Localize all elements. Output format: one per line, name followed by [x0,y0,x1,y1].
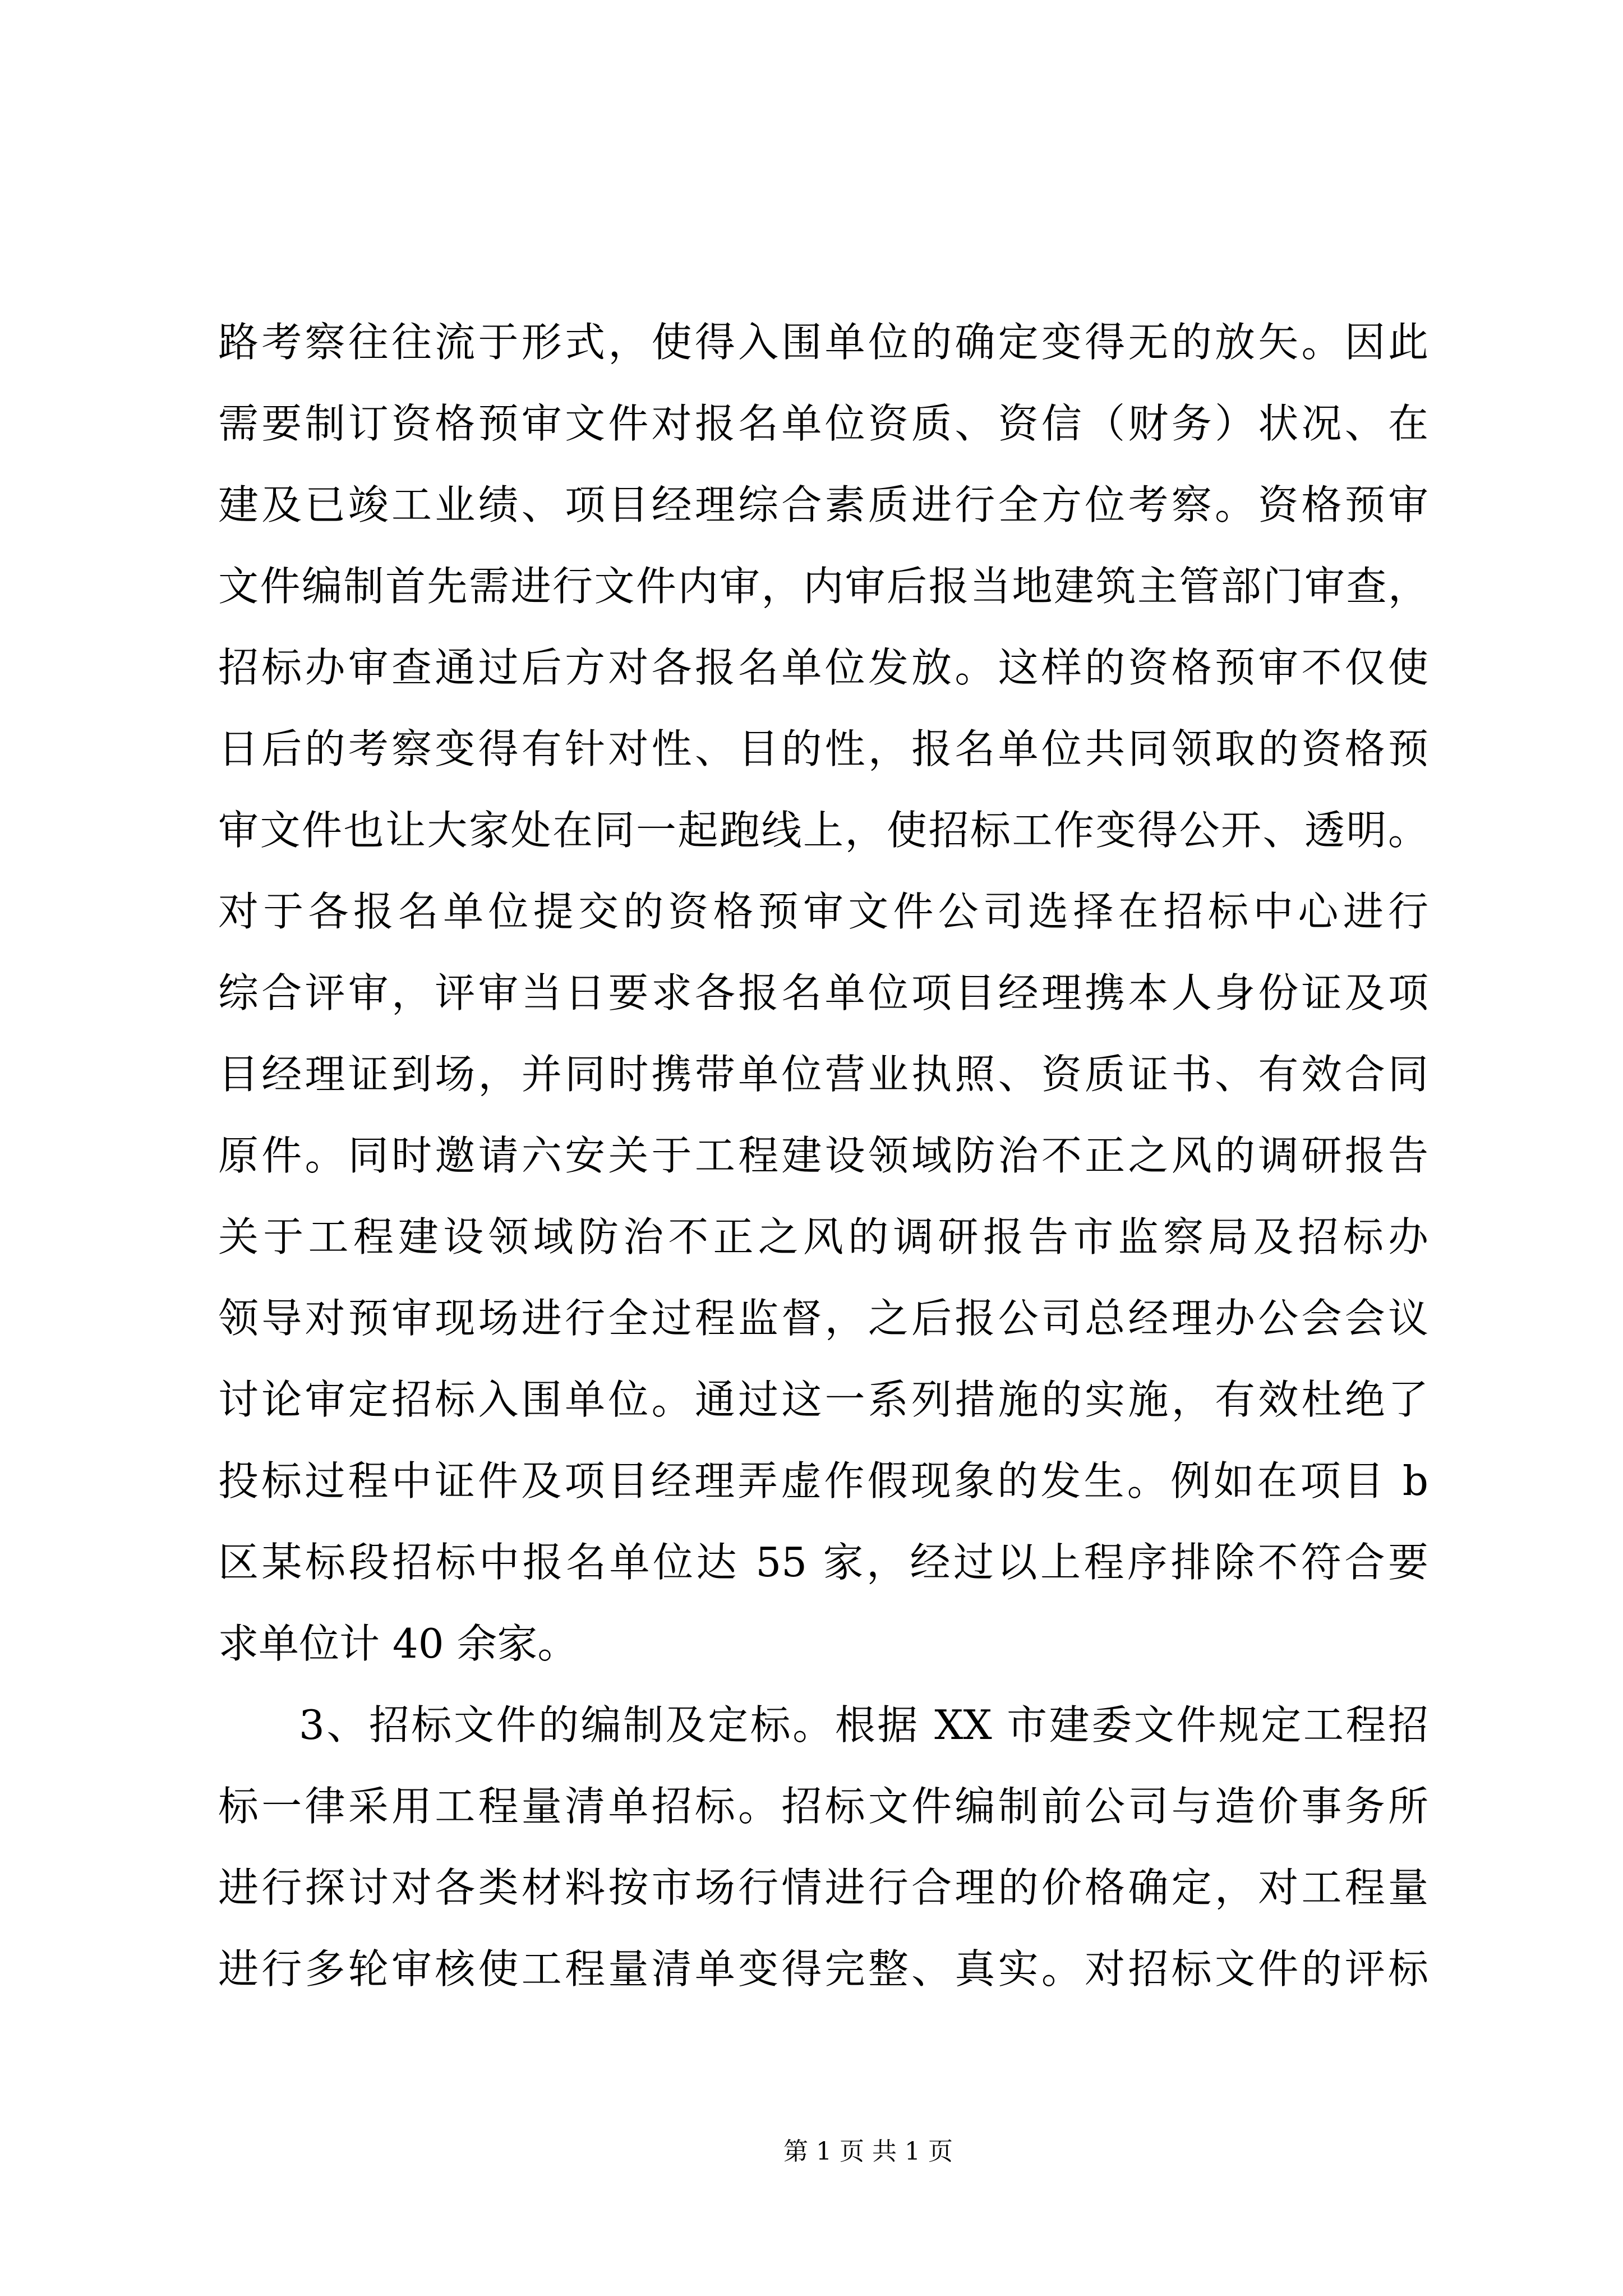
page-footer [664,2101,1057,2166]
text-line: 进行多轮审核使工程量清单变得完整、真实。对招标文件的评标 [218,1945,1428,1993]
text-line: 讨论审定招标入围单位。通过这一系列措施的实施，有效杜绝了 [218,1376,1428,1423]
text-line: 综合评审，评审当日要求各报名单位项目经理携本人身份证及项 [218,969,1428,1016]
page-number-label: 第 1 页 共 1 页 [783,2137,953,2166]
text-line: 3、招标文件的编制及定标。根据 XX 市建委文件规定工程招 [299,1701,1428,1749]
text-line: 关于工程建设领域防治不正之风的调研报告市监察局及招标办 [218,1213,1428,1260]
text-line: 路考察往往流于形式，使得入围单位的确定变得无的放矢。因此 [218,319,1428,366]
text-line: 招标办审查通过后方对各报名单位发放。这样的资格预审不仅使 [218,644,1428,691]
paragraph-qualification-review [218,302,1428,1685]
paragraph-tender-documents [218,1685,1428,2010]
text-line: 建及已竣工业绩、项目经理综合素质进行全方位考察。资格预审 [218,481,1428,528]
text-line: 需要制订资格预审文件对报名单位资质、资信（财务）状况、在 [218,400,1428,447]
text-line: 领导对预审现场进行全过程监督，之后报公司总经理办公会会议 [218,1295,1428,1342]
text-line: 文件编制首先需进行文件内审，内审后报当地建筑主管部门审查， [218,563,1428,610]
text-line: 对于各报名单位提交的资格预审文件公司选择在招标中心进行 [218,888,1428,935]
text-line: 求单位计 40 余家。 [218,1620,578,1667]
text-line: 标一律采用工程量清单招标。招标文件编制前公司与造价事务所 [218,1783,1428,1830]
text-line: 目经理证到场，并同时携带单位营业执照、资质证书、有效合同 [218,1051,1428,1098]
document-body [218,302,1428,2010]
text-line: 进行探讨对各类材料按市场行情进行合理的价格确定，对工程量 [218,1864,1428,1911]
text-line: 日后的考察变得有针对性、目的性，报名单位共同领取的资格预 [218,725,1428,772]
text-line: 投标过程中证件及项目经理弄虚作假现象的发生。例如在项目 b [218,1457,1428,1504]
text-line: 审文件也让大家处在同一起跑线上，使招标工作变得公开、透明。 [218,807,1428,854]
text-line: 原件。同时邀请六安关于工程建设领域防治不正之风的调研报告 [218,1132,1428,1179]
text-line: 区某标段招标中报名单位达 55 家，经过以上程序排除不符合要 [218,1539,1428,1586]
